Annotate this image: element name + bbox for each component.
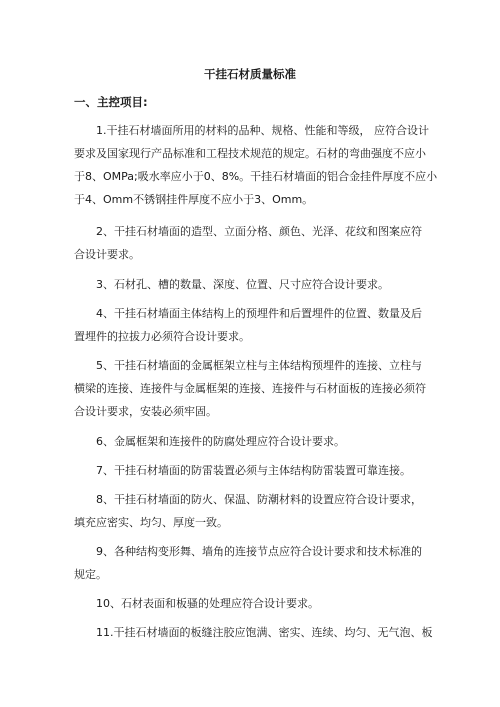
document-title: 干挂石材质量标准 xyxy=(204,67,296,81)
body-line: 于8、OMPa;吸水率应小于0、8%。干挂石材墙面的铝合金挂件厚度不应小 xyxy=(74,170,438,183)
body-line: 7、干挂石材墙面的防雷装置必须与主体结构防雷装置可靠连接。 xyxy=(96,464,411,477)
body-line: 要求及国家现行产品标准和工程技术规范的规定。石材的弯曲强度不应小 xyxy=(74,147,426,160)
section-heading-main-items: 一、主控项目: xyxy=(74,95,148,109)
body-line: 10、石材表面和板骚的处理应符合设计要求。 xyxy=(96,597,319,610)
body-line: 1.干挂石材墙面所用的材料的品种、规格、性能和等级， 应符合设计 xyxy=(96,124,429,137)
body-line: 4、干挂石材墙面主体结构上的预埋件和后置埋件的位置、数量及后 xyxy=(96,307,422,320)
body-line: 2、干挂石材墙面的造型、立面分格、颜色、光泽、花纹和图案应符 xyxy=(96,225,422,238)
body-line: 置埋件的拉拔力必须符合设计要求。 xyxy=(74,330,250,343)
body-line: 合设计要求。 xyxy=(74,248,140,261)
body-line: 5、干挂石材墙面的金属框架立柱与主体结构预埋件的连接、立柱与 xyxy=(96,359,422,372)
body-line: 3、石材孔、槽的数量、深度、位置、尺寸应符合设计要求。 xyxy=(96,278,389,291)
body-line: 6、金属框架和连接件的防腐处理应符合设计要求。 xyxy=(96,435,345,448)
body-line: 11.干挂石材墙面的板缝注胶应饱满、密实、连续、均匀、无气泡、板 xyxy=(96,626,433,639)
body-line: 8、干挂石材墙面的防火、保温、防潮材料的设置应符合设计要求， xyxy=(96,493,422,506)
body-line: 规定。 xyxy=(74,568,107,581)
body-line: 合设计要求，安装必须牢固。 xyxy=(74,405,217,418)
body-line: 填充应密实、均匀、厚度一致。 xyxy=(74,516,228,529)
body-line: 于4、Omm不锈钢挂件厚度不应小于3、Omm。 xyxy=(74,193,314,206)
body-line: 9、各种结构变形舞、墙角的连接节点应符合设计要求和技术标准的 xyxy=(96,545,422,558)
body-line: 横梁的连接、连接件与金属框架的连接、连接件与石材面板的连接必须符 xyxy=(74,382,426,395)
